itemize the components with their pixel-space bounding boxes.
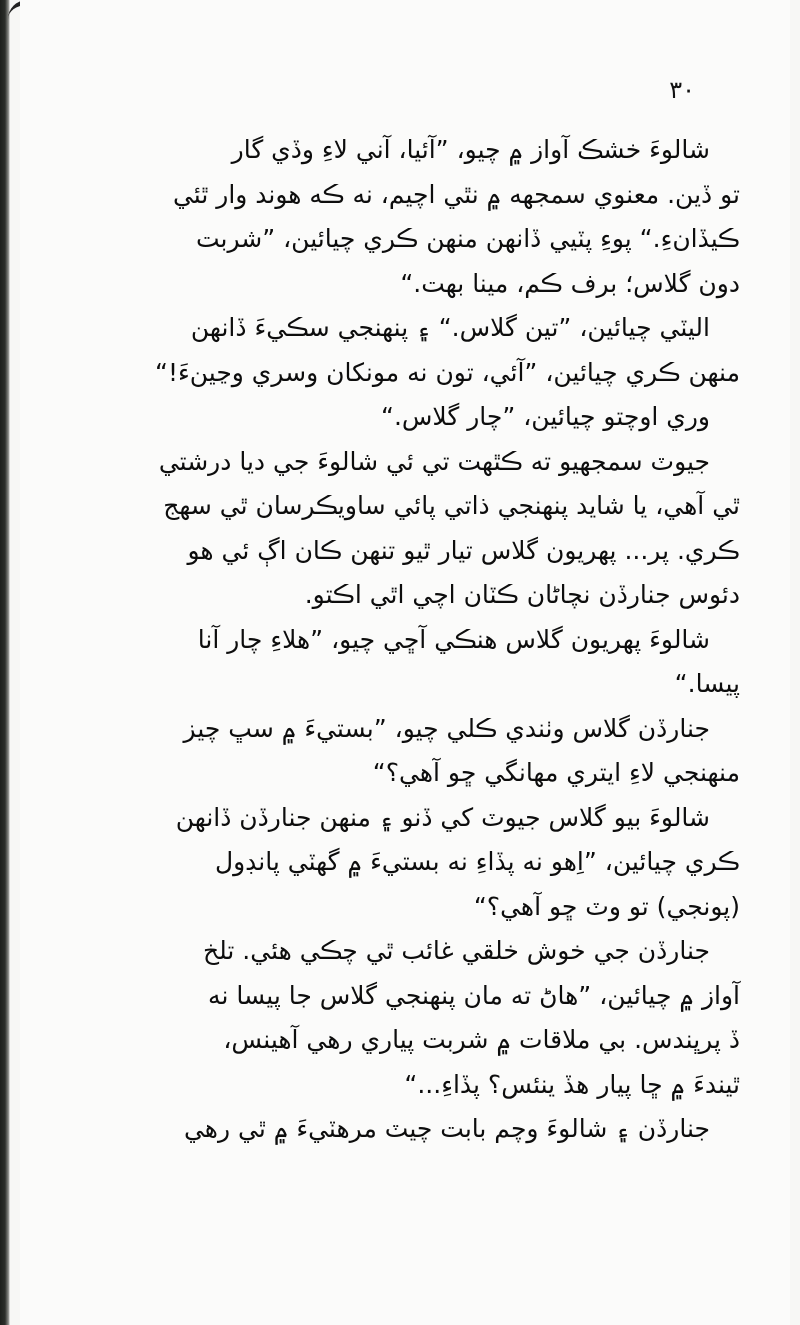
text-line: منهنجي لاءِ ايتري مهانگي ڇو آهي؟“ bbox=[372, 758, 740, 787]
page-number: ٣٠ bbox=[669, 76, 695, 104]
text-line: شالوءَ پهريون گلاس هنڪي آڇي چيو، ”هلاءِ چار آنا bbox=[197, 624, 710, 654]
text-line: جيوٽ سمجهيو ته ڪٿهت تي ئي شالوءَ جي ديا درشتي bbox=[158, 446, 710, 476]
text-line: ڪيڏانءِ.“ پوءِ پٽيي ڏانهن منهن ڪري چيائين، ”شربت bbox=[195, 224, 740, 253]
text-line: ڪري. پر... پهريون گلاس تيار ٿيو تنهن ڪان اڳ ئي هو bbox=[187, 535, 740, 565]
text-line: اليٽي چيائين، ”تين گلاس.“ ۽ پنهنجي سڪيءَ ڏانهن bbox=[190, 313, 710, 342]
text-line: ڏ پرڀندس. بي ملاقات ۾ شربت پياري رهي آهينس، bbox=[223, 1025, 740, 1054]
text-line: شالوءَ بيو گلاس جيوٽ کي ڏنو ۽ منهن جنارڏن ڏانهن bbox=[175, 802, 710, 832]
body-text bbox=[60, 128, 740, 1152]
text-line: ڪري چيائين، ”اِهو نه پڏاءِ نه بستيءَ ۾ گهٽي پانڊول bbox=[214, 847, 740, 876]
text-line: دئوس جنارڏن نچاڻان ڪٽان اچي اٿي اڪتو. bbox=[304, 580, 740, 609]
text-line: پيسا.“ bbox=[674, 669, 740, 698]
text-line: آواز ۾ چيائين، ”هاڻ ته مان پنهنجي گلاس جا پيسا نه bbox=[208, 980, 740, 1010]
text-line: (پونجي) تو وٽ ڇو آهي؟“ bbox=[473, 891, 740, 921]
text-line: وري اوچتو چيائين، ”چار گلاس.“ bbox=[381, 402, 710, 431]
text-line: ٿي آهي، يا شايد پنهنجي ذاتي پائي ساويڪرسان ٿي سهج bbox=[163, 491, 740, 520]
text-line: ٿيندءَ ۾ ڇا پيار هڏ ينئس؟ پڏاءِ...“ bbox=[404, 1069, 740, 1099]
text-line: جنارڏن گلاس وٺندي ڪلي چيو، ”بستيءَ ۾ سڀ چيز bbox=[183, 713, 710, 743]
text-line: جنارڏن ۽ شالوءَ وچم بابت چيٽ مرهٽيءَ ۾ ٿي رهي bbox=[183, 1114, 710, 1143]
text-line: دون گلاس؛ برف ڪم، مينا بهت.“ bbox=[400, 268, 740, 298]
page-binding-edge bbox=[0, 0, 10, 1325]
text-line: منهن ڪري چيائين، ”آئي، تون نه مونکان وسري وڃينءَ!“ bbox=[155, 357, 740, 387]
text-line: جنارڏن جي خوش خلقي غائب ٿي چڪي هئي. تلخ bbox=[202, 936, 710, 965]
text-line: شالوءَ خشڪ آواز ۾ چيو، ”آئيا، آني لاءِ وڏي گار bbox=[231, 135, 710, 164]
text-line: تو ڏين. معنوي سمجهه ۾ نٿي اچيم، نه ڪه هوند وار ٿئي bbox=[172, 179, 740, 209]
